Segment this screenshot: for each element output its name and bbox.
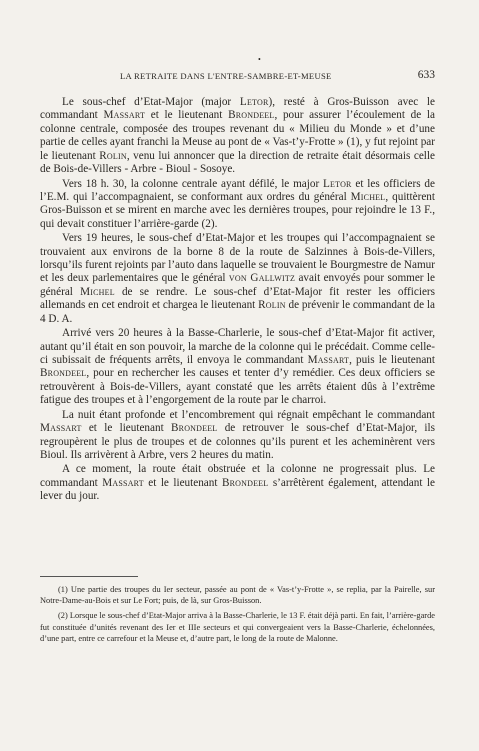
page-header	[40, 71, 435, 85]
person-name: Brondeel	[40, 367, 87, 380]
person-name: von Gallwitz	[228, 272, 296, 285]
person-name: Brondeel	[228, 109, 275, 122]
footnote-1: (1) Une partie des troupes du Ier secteur, passée au pont de « Vas-t’y-Frotte », se replia, par la Pairelle, sur Notre-Dame-au-Bois et sur Le Fort; puis, de là, sur Gros-Buisson.	[40, 585, 435, 606]
text-run: La nuit étant profonde et l’encombrement qui régnait empêchant le commandant	[62, 408, 435, 421]
page-number: 633	[417, 69, 435, 81]
text-run: , pour en rechercher les causes et tenter d’y remédier. Ces deux officiers se retrouvèrent à Bois-de-Villers, ayant constaté que les arrêts étaient dûs à l’extrême fatigue des troupes et à l’engorgement de la route par le charroi.	[40, 367, 435, 407]
footnote-2: (2) Lorsque le sous-chef d’Etat-Major arriva à la Basse-Charlerie, le 13 F. était déjà parti. En fait, l’arrière-garde fut constituée d’unités revenant des Ier et IIIe secteurs et qui convergeaient vers la Basse-Charlerie, échelonnées, d’une part, entre ce carrefour et la Meuse et, d’autre part, le long de la route de Malonne.	[40, 611, 435, 643]
person-name: Letor	[239, 96, 269, 108]
text-run: avait envoyés pour sommer le général	[40, 272, 435, 298]
person-name: Massart	[103, 109, 146, 122]
person-name: Michel	[80, 285, 115, 298]
text-run: , puis le lieutenant	[349, 354, 435, 366]
text-run: Vers 19 heures, le sous-chef d’Etat-Major et les troupes qui l’accompagnaient se trouvaient aux environs de la borne 8 de la route de Salzinnes à Bois-de-Villers, lorsqu’ils furent rejoints par l’auto dans laquelle se trouvaient le Bourgmestre de Namur et les deux parlementaires que le général	[40, 232, 435, 285]
person-name: Brondeel	[171, 422, 218, 435]
paragraph	[40, 327, 435, 407]
text-run: et les officiers de l’E.M. qui l’accompagnaient, se conformant aux ordres du général	[40, 177, 435, 203]
paragraph	[40, 232, 435, 326]
footnotes	[40, 584, 435, 648]
text-run: et le lieutenant	[143, 476, 222, 489]
text-run: et le lieutenant	[145, 109, 229, 122]
body-text	[40, 96, 435, 505]
text-run: Le sous-chef d’Etat-Major (major	[62, 96, 240, 108]
person-name: Brondeel	[221, 476, 269, 489]
text-run: s’arrêtèrent également, attendant le lever du jour.	[40, 476, 435, 503]
text-run: Vers 18 h. 30, la colonne centrale ayant défilé, le major	[62, 177, 323, 190]
person-name: Letor	[323, 177, 352, 190]
text-run: de prévenir le commandant de la 4 D. A.	[40, 299, 435, 325]
page-ornament: •	[258, 55, 261, 64]
person-name: Rolin	[258, 299, 286, 312]
paragraph	[40, 463, 435, 503]
text-run: , quittèrent Gros-Buisson et se mirent en marche avec les dernières troupes, pour rejoindre le 13 F., qui devait constituer l’arrière-garde (2).	[40, 190, 435, 230]
paragraph	[40, 96, 435, 176]
text-run: ), resté à Gros-Buisson avec le commandant	[40, 96, 435, 122]
paragraph	[40, 409, 435, 463]
text-run: A ce moment, la route était obstruée et la colonne ne progressait plus. Le commandant	[40, 463, 435, 489]
text-run: de retrouver le sous-chef d’Etat-Major, ils regroupèrent le plus de troupes et de colonnes qu’ils purent et les acheminèrent vers Bioul. Ils arrivèrent à Arbre, vers 2 heures du matin.	[40, 422, 435, 461]
text-run: , pour assurer l’écoulement de la colonne centrale, composée des troupes revenant du « Milieu du Monde » et d’une partie de celles ayant franchi la Meuse au pont de « Vas-t’y-Frotte » (1), y fut rejoint par le lieutenant	[40, 109, 435, 162]
running-title: LA RETRAITE DANS L'ENTRE-SAMBRE-ET-MEUSE	[120, 71, 332, 81]
person-name: Rolin	[99, 149, 127, 162]
person-name: Massart	[307, 354, 350, 366]
person-name: Massart	[40, 422, 82, 435]
person-name: Massart	[102, 476, 144, 489]
text-run: et le lieutenant	[81, 422, 171, 435]
text-run: Arrivé vers 20 heures à la Basse-Charlerie, le sous-chef d’Etat-Major fit activer, autant qu’il était en son pouvoir, la marche de la colonne qui le précédait. Comme celle-ci subissait de fréquents arrêts, il envoya le commandant	[40, 327, 435, 366]
paragraph	[40, 178, 435, 232]
person-name: Michel	[350, 190, 386, 203]
footnote-rule	[40, 576, 138, 577]
text-run: , venu lui annoncer que la direction de retraite était désormais celle de Bois-de-Villers - Arbre - Bioul - Sosoye.	[40, 149, 435, 176]
text-run: de se rendre. Le sous-chef d’Etat-Major fit rester les officiers allemands en cet endroit et chargea le lieutenant	[40, 285, 436, 312]
